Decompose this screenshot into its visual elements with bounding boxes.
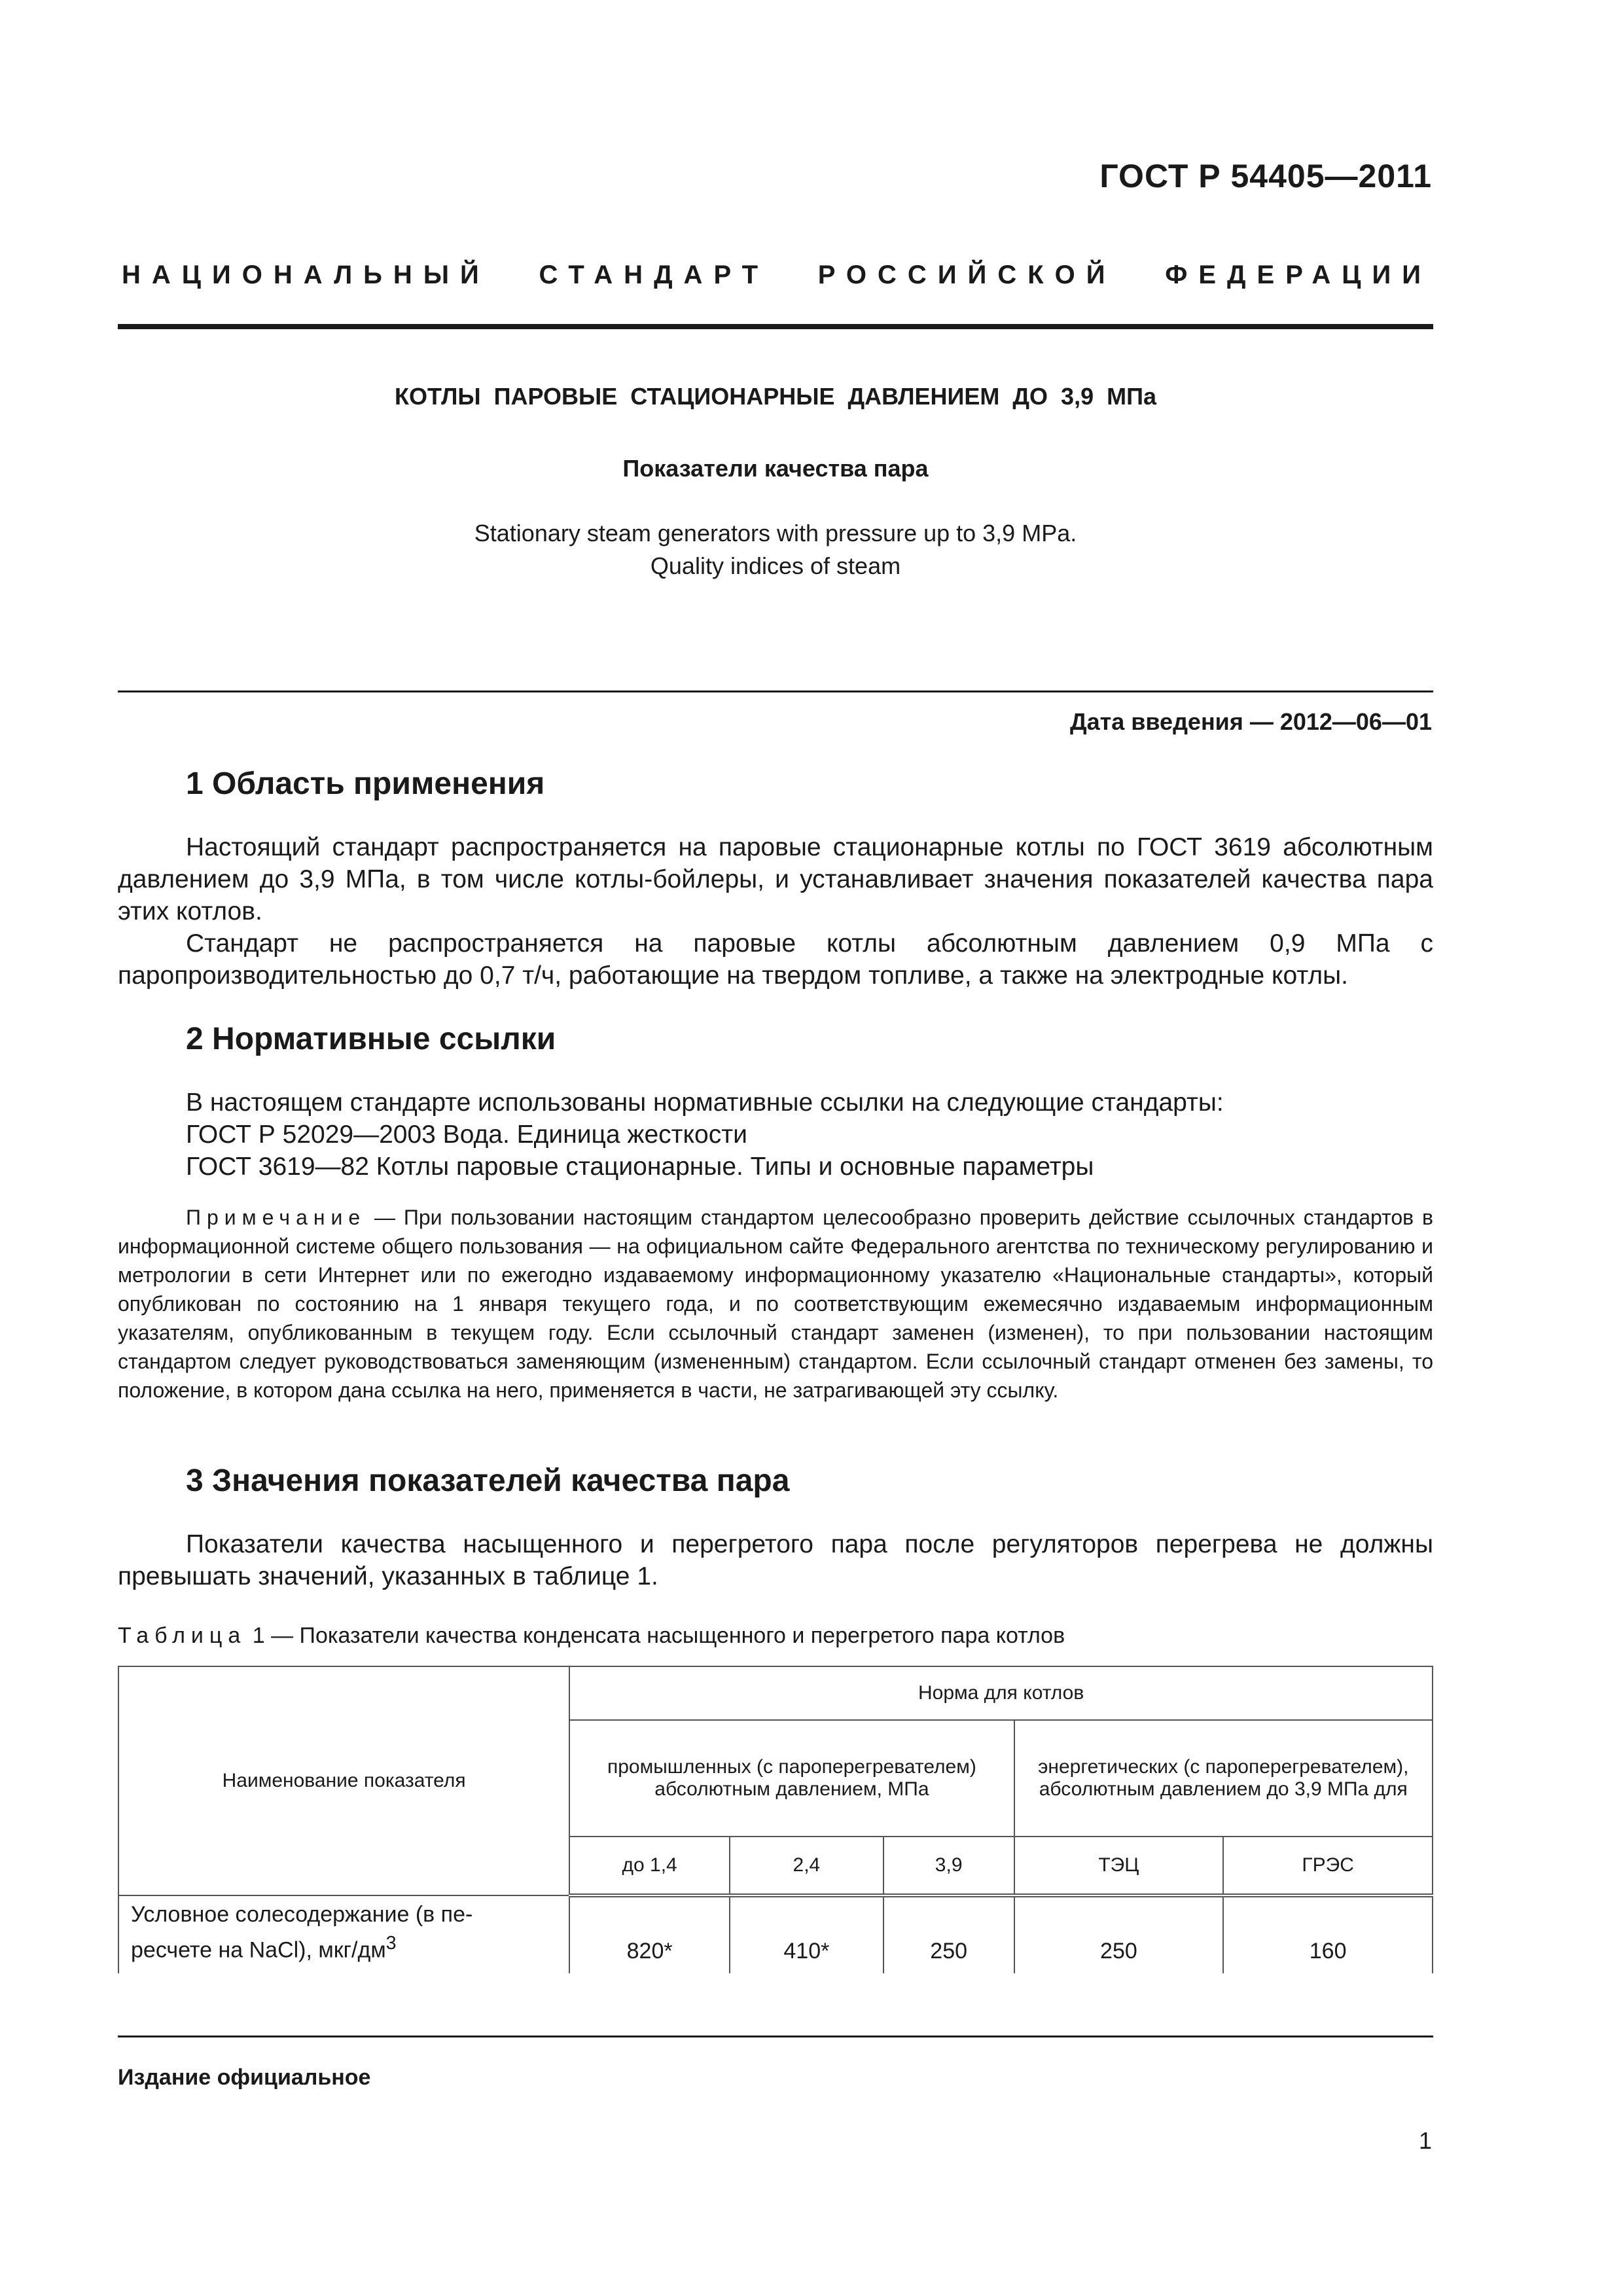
official-edition-label: Издание официальное [118,2065,371,2090]
value-cell: 820* [569,1895,730,1973]
table-caption [118,1623,1065,1649]
row-label-line: ресчете на NaCl), мкг/дм [131,1937,386,1963]
value-cell: 250 [1014,1895,1224,1973]
banner-word: ФЕДЕРАЦИИ [1165,260,1432,289]
subheader-cell: ТЭЦ [1014,1837,1224,1895]
banner-word: СТАНДАРТ [539,260,770,289]
reference-item: ГОСТ 3619—82 Котлы паровые стационарные. Типы и основные параметры [186,1153,1094,1181]
section-1-heading: 1 Область применения [186,766,545,801]
english-title-line: Stationary steam generators with pressure up to 3,9 MPa. [474,520,1077,547]
header-energy: энергетических (с пароперегревателем), абсолютным давлением до 3,9 МПа для [1014,1720,1433,1837]
english-title [118,517,1433,583]
document-title: КОТЛЫ ПАРОВЫЕ СТАЦИОНАРНЫЕ ДАВЛЕНИЕМ ДО 3,9 МПа [395,383,1156,410]
row-label-superscript: 3 [385,1933,397,1954]
section-3-text [118,1528,1433,1592]
table-row [118,1895,1433,1973]
title-rule [118,691,1433,692]
header-norm-group: Норма для котлов [569,1666,1433,1720]
note-text: — При пользовании настоящим стандартом целесообразно проверить действие ссылочных стандартов в информационной системе общего пользования — на официальном сайте Федерального агентства по техническому регулированию и метрологии в сети Интернет или по ежегодно издаваемому информационному указателю «Национальные стандарты», который опубликован по состоянию на 1 января текущего года, и по соответствующим ежемесячно издаваемым информационным указателям, опубликованным в текущем году. Если ссылочный стандарт заменен (изменен), то при пользовании настоящим стандартом следует руководствоваться заменяющим (измененным) стандартом. Если ссылочный стандарт отменен без замены, то положение, в котором дана ссылка на него, применяется в части, не затрагивающей эту ссылку. [118,1206,1433,1402]
banner-word: РОССИЙСКОЙ [817,260,1116,289]
document-subtitle: Показатели качества пара [622,455,929,482]
banner-word: НАЦИОНАЛЬНЫЙ [122,260,490,289]
note-label: Примечание [186,1206,366,1229]
references-intro: В настоящем стандарте использованы нормативные ссылки на следующие стандарты: [186,1088,1224,1117]
reference-item: ГОСТ Р 52029—2003 Вода. Единица жесткости [186,1121,747,1149]
row-label [118,1895,569,1973]
table-header-row [118,1666,1433,1720]
national-standard-banner [122,260,1432,290]
value-cell: 410* [730,1895,883,1973]
row-label-line: Условное солесодержание (в пе- [131,1902,473,1927]
subheader-cell: до 1,4 [569,1837,730,1895]
section-1-text [118,831,1433,992]
value-cell: 250 [883,1895,1014,1973]
header-indicator-name: Наименование показателя [118,1666,569,1895]
table-caption-label: Таблица [118,1623,247,1648]
value-cell: 160 [1223,1895,1433,1973]
footer-rule [118,2036,1433,2037]
table-caption-text: 1 — Показатели качества конденсата насыщенного и перегретого пара котлов [246,1623,1065,1648]
header-rule [118,324,1433,329]
header-industrial: промышленных (с пароперегревателем) абсолютным давлением, МПа [569,1720,1014,1837]
section-2-heading: 2 Нормативные ссылки [186,1022,556,1056]
paragraph: Показатели качества насыщенного и перегретого пара после регуляторов перегрева не должны превышать значений, указанных в таблице 1. [118,1530,1433,1590]
subheader-cell: 2,4 [730,1837,883,1895]
subheader-cell: ГРЭС [1223,1837,1433,1895]
english-title-line: Quality indices of steam [650,552,901,579]
subheader-cell: 3,9 [883,1837,1014,1895]
quality-table [118,1666,1433,1973]
document-number: ГОСТ Р 54405—2011 [1099,158,1432,194]
page-number: 1 [1418,2127,1432,2154]
paragraph: Стандарт не распространяется на паровые котлы абсолютным давлением 0,9 МПа с паропроизводительностью до 0,7 т/ч, работающие на твердом топливе, а также на электродные котлы. [118,929,1433,990]
note-block [118,1203,1433,1405]
introduction-date: Дата введения — 2012—06—01 [1069,708,1432,735]
section-3-heading: 3 Значения показателей качества пара [186,1463,790,1498]
paragraph: Настоящий стандарт распространяется на паровые стационарные котлы по ГОСТ 3619 абсолютным давлением до 3,9 МПа, в том числе котлы-бойлеры, и устанавливает значения показателей качества пара этих котлов. [118,833,1433,925]
